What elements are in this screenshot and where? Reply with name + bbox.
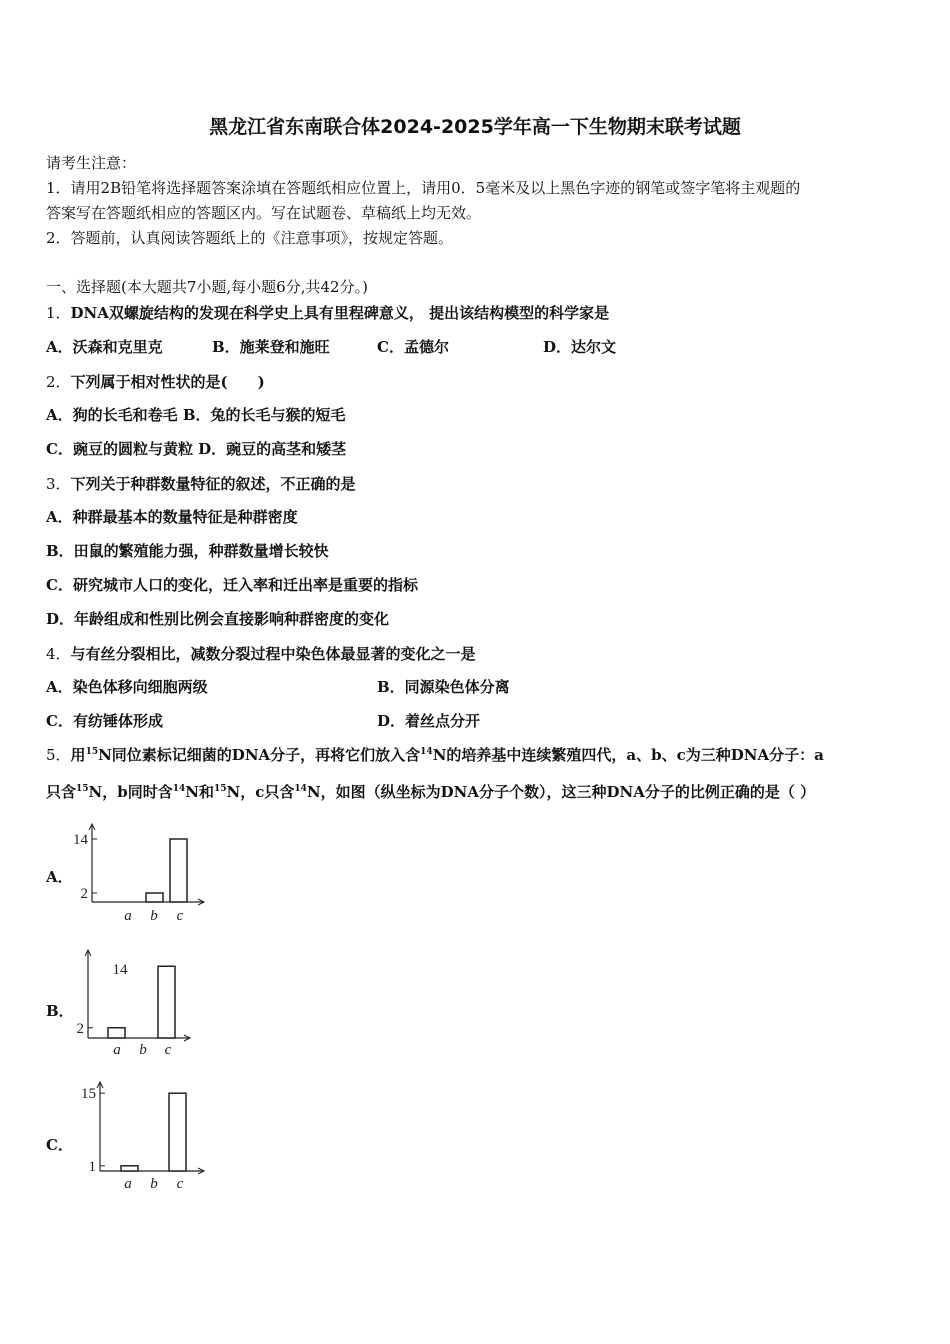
y-tick-label-1: 1 — [88, 1158, 96, 1175]
q1-option-a: A．沃森和克里克 — [46, 338, 163, 356]
q5-sup-15: 15 — [85, 747, 99, 757]
x-tick-label-b: b — [139, 1042, 147, 1058]
question-1 — [46, 302, 609, 323]
question-5-number: 5． — [46, 746, 71, 764]
q2-options-ab: A．狗的长毛和卷毛 B．兔的长毛与猴的短毛 — [46, 406, 346, 424]
chart-option-a — [70, 818, 220, 928]
notice-heading: 请考生注意： — [46, 154, 137, 172]
q5-text: N的培养基中连续繁殖四代，a、b、c为三种DNA分子：a — [432, 746, 824, 764]
question-3-stem: 下列关于种群数量特征的叙述，不正确的是 — [70, 475, 356, 493]
notice-item-1-line-2: 答案写在答题纸相应的答题区内。写在试题卷、草稿纸上均无效。 — [46, 204, 482, 222]
chart-option-b — [70, 948, 220, 1060]
y-tick-label-14: 14 — [73, 832, 88, 848]
question-4-number: 4． — [46, 645, 71, 663]
q5-sup-14: 14 — [294, 784, 307, 794]
x-tick-label-b: b — [150, 1176, 158, 1192]
q4-option-a: A．染色体移向细胞两级 — [46, 678, 208, 696]
q5-sup-15: 15 — [76, 784, 89, 794]
q5-text: 只含 — [46, 783, 77, 801]
bar-a — [121, 1166, 138, 1171]
x-tick-label-a: a — [113, 1042, 121, 1058]
section-heading: 一、选择题(本大题共7小题,每小题6分,共42分。) — [46, 278, 368, 296]
chart-option-c — [70, 1080, 220, 1192]
q5-text: N，如图（纵坐标为DNA分子个数），这三种DNA分子的比例正确的是（ ） — [306, 783, 816, 801]
q4-option-b: B．同源染色体分离 — [377, 678, 510, 696]
q1-option-b: B．施莱登和施旺 — [212, 338, 330, 356]
q5-sup-14: 14 — [172, 784, 186, 794]
x-tick-label-c: c — [176, 908, 184, 924]
q5-option-c-label: C． — [46, 1136, 73, 1154]
x-tick-label-a: a — [124, 908, 132, 924]
notice-item-1-line-1: 1．请用2B铅笔将选择题答案涂填在答题纸相应位置上，请用0．5毫米及以上黑色字迹的钢笔或签字笔将主观题的 — [46, 179, 801, 197]
question-4-stem: 与有丝分裂相比，减数分裂过程中染色体最显著的变化之一是 — [70, 645, 476, 663]
bar-a — [108, 1028, 125, 1038]
q3-option-a: A．种群最基本的数量特征是种群密度 — [46, 508, 298, 526]
q5-text: N同位素标记细菌的DNA分子，再将它们放入含 — [98, 746, 421, 764]
x-tick-label-c: c — [164, 1042, 172, 1058]
question-3 — [46, 473, 356, 494]
q1-option-c: C．孟德尔 — [377, 338, 449, 356]
x-tick-label-b: b — [150, 908, 158, 924]
question-2 — [46, 371, 265, 392]
x-tick-label-c: c — [176, 1176, 184, 1192]
y-tick-label-2: 2 — [80, 886, 88, 902]
bar-c — [158, 966, 175, 1038]
q3-option-c: C．研究城市人口的变化，迁入率和迁出率是重要的指标 — [46, 576, 418, 594]
question-3-number: 3． — [46, 475, 71, 493]
q5-text: N，c只含 — [226, 783, 295, 801]
q5-text: N和 — [185, 783, 214, 801]
question-2-stem: 下列属于相对性状的是( ) — [70, 373, 265, 391]
q5-text: N，b同时含 — [88, 783, 173, 801]
q4-option-c: C．有纺锤体形成 — [46, 712, 163, 730]
value-annotation-14: 14 — [112, 962, 128, 978]
q3-option-b: B．田鼠的繁殖能力强，种群数量增长较快 — [46, 542, 329, 560]
q5-sup-15: 15 — [214, 784, 227, 794]
question-1-stem: DNA双螺旋结构的发现在科学史上具有里程碑意义， 提出该结构模型的科学家是 — [70, 304, 610, 322]
x-tick-label-a: a — [124, 1176, 132, 1192]
y-tick-label-15: 15 — [81, 1086, 96, 1103]
question-5-line-1 — [46, 744, 824, 765]
bar-c — [169, 1093, 186, 1171]
bar-b — [146, 893, 163, 902]
q3-option-d: D．年龄组成和性别比例会直接影响种群密度的变化 — [46, 610, 390, 628]
q5-option-b-label: B． — [46, 1002, 74, 1020]
q2-options-cd: C．豌豆的圆粒与黄粒 D．豌豆的高茎和矮茎 — [46, 440, 347, 458]
question-1-number: 1． — [46, 304, 71, 322]
q5-text: 用 — [70, 746, 86, 764]
notice-item-2: 2．答题前，认真阅读答题纸上的《注意事项》，按规定答题。 — [46, 229, 454, 247]
question-5-line-2 — [46, 781, 815, 802]
q4-option-d: D．着丝点分开 — [377, 712, 481, 730]
q1-option-d: D．达尔文 — [543, 338, 617, 356]
page-title: 黑龙江省东南联合体2024-2025学年高一下生物期末联考试题 — [209, 116, 741, 138]
bar-c — [170, 839, 187, 902]
question-4 — [46, 643, 476, 664]
q5-sup-14: 14 — [420, 747, 433, 757]
q5-option-a-label: A． — [46, 868, 73, 886]
y-tick-label-2: 2 — [76, 1020, 84, 1037]
question-2-number: 2． — [46, 373, 71, 391]
